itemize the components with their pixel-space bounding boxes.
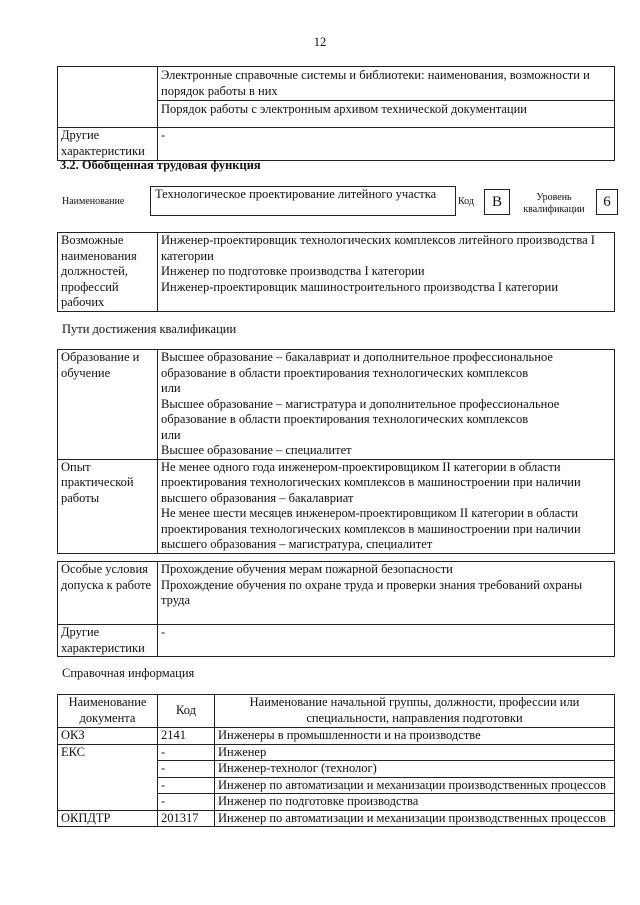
ref-okpdtr-name: Инженер по автоматизации и механизации производственных процессов: [215, 810, 615, 827]
education-item: или: [161, 381, 181, 395]
section-title: 3.2. Обобщенная трудовая функция: [60, 158, 261, 172]
special-condition-item: Прохождение обучения по охране труда и проверки знания требований охраны труда: [161, 577, 583, 607]
paths-table: [57, 349, 615, 554]
positions-list: [158, 233, 615, 312]
education-list: [158, 350, 615, 460]
other-characteristics-value: -: [158, 128, 615, 161]
position-item: Инженер по подготовке производства I категории: [161, 264, 425, 278]
ref-okpdtr-code: 201317: [158, 810, 215, 827]
top-table-item: Электронные справочные системы и библиотеки: наименования, возможности и порядок работы в них: [158, 67, 614, 101]
position-item: Инженер-проектировщик машиностроительного производства I категории: [161, 279, 559, 294]
ref-header-code: Код: [158, 695, 215, 728]
education-item: Высшее образование – бакалавриат и дополнительное профессиональное образование в области проектирования технологических комплексов: [161, 350, 553, 380]
ref-eks-code: -: [158, 777, 215, 794]
experience-label: Опыт практической работы: [58, 459, 158, 553]
top-table-right-cell: [158, 67, 615, 128]
ref-eks-code: -: [158, 744, 215, 761]
education-item: Высшее образование – магистратура и дополнительное профессиональное образование в области проектирования технологических комплексов: [161, 396, 560, 426]
ref-okpdtr-doc: ОКПДТР: [58, 810, 158, 827]
name-label: Наименование: [62, 196, 125, 207]
level-label: Уровень квалификации: [523, 192, 585, 215]
special-conditions-label: Особые условия допуска к работе: [58, 562, 158, 625]
function-name-box: Технологическое проектирование литейного участка: [150, 186, 456, 216]
ref-eks-doc: ЕКС: [58, 744, 158, 810]
reference-title: Справочная информация: [62, 666, 195, 680]
education-label: Образование и обучение: [58, 350, 158, 460]
experience-list: [158, 459, 615, 553]
ref-header-name: Наименование начальной группы, должности, профессии или специальности, направления подготовки: [215, 695, 615, 728]
ref-header-doc: Наименование документа: [58, 695, 158, 728]
ref-eks-name: Инженер по автоматизации и механизации производственных процессов: [215, 777, 615, 794]
reference-table: [57, 694, 615, 827]
other-characteristics-label: Другие характеристики: [58, 128, 158, 161]
special-conditions-list: [158, 562, 615, 625]
ref-okz-doc: ОКЗ: [58, 728, 158, 745]
code-value-box: B: [484, 189, 510, 215]
ref-eks-name: Инженер по подготовке производства: [215, 794, 615, 811]
top-table-empty-cell: [58, 67, 158, 128]
level-value-box: 6: [596, 189, 618, 215]
ref-eks-name: Инженер: [215, 744, 615, 761]
page-number: 12: [313, 35, 327, 49]
top-table-item: Порядок работы с электронным архивом технической документации: [161, 102, 527, 116]
paths-title: Пути достижения квалификации: [62, 322, 237, 336]
experience-item: Не менее шести месяцев инженером-проектировщиком II категории в области проектирования технологических комплексов в машиностроении при наличии высшего образования – магистратура, специалитет: [161, 506, 581, 551]
ref-okz-code: 2141: [158, 728, 215, 745]
top-table: [57, 66, 615, 161]
education-item: Высшее образование – специалитет: [161, 443, 352, 457]
other-characteristics-label-2: Другие характеристики: [58, 625, 158, 657]
position-item: Инженер-проектировщик технологических комплексов литейного производства I категории: [161, 233, 595, 263]
experience-item: Не менее одного года инженером-проектировщиком II категории в области проектирования технологических комплексов в машиностроении при наличии высшего образования – бакалавриат: [161, 459, 581, 505]
positions-label: Возможные наименования должностей, профессий рабочих: [58, 233, 158, 312]
ref-eks-code: -: [158, 761, 215, 778]
positions-table: [57, 232, 615, 312]
other-characteristics-value-2: -: [158, 625, 615, 657]
ref-eks-code: -: [158, 794, 215, 811]
conditions-table: [57, 561, 615, 657]
ref-eks-name: Инженер-технолог (технолог): [215, 761, 615, 778]
ref-okz-name: Инженеры в промышленности и на производстве: [215, 728, 615, 745]
education-item: или: [161, 427, 181, 442]
code-label: Код: [458, 196, 474, 207]
special-condition-item: Прохождение обучения мерам пожарной безопасности: [161, 562, 453, 576]
